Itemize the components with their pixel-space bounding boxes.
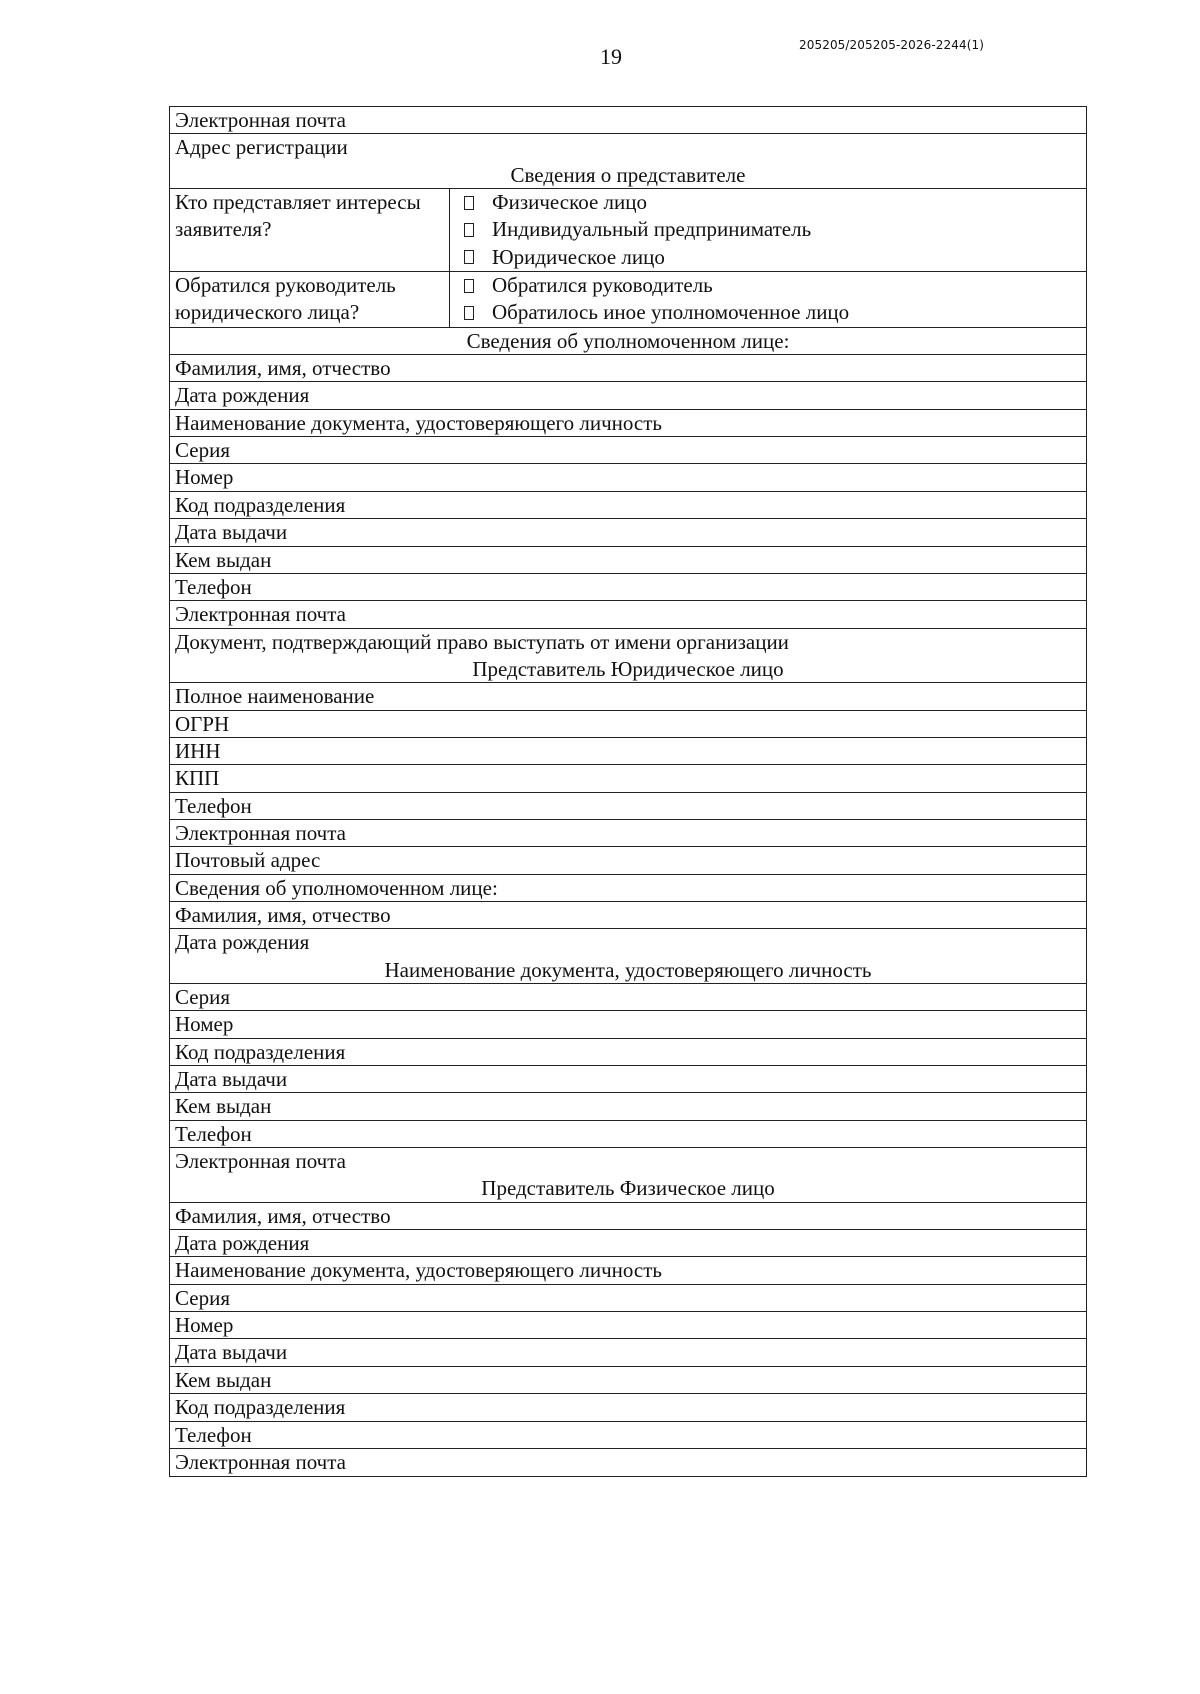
form-row: Фамилия, имя, отчество <box>170 355 1086 382</box>
form-row: Электронная почта <box>175 1449 346 1474</box>
form-row: Электронная почта <box>170 820 1086 847</box>
form-row: Телефон <box>170 793 1086 820</box>
form-row: Кем выдан <box>170 1367 1086 1394</box>
form-row: ИНН <box>170 738 1086 765</box>
checkbox[interactable] <box>464 196 474 210</box>
form-row: Номер <box>170 1011 1086 1038</box>
who-represents-options <box>450 189 1086 271</box>
form-row: Телефон <box>170 1422 1086 1449</box>
form-row: Кем выдан <box>170 547 1086 574</box>
option-label: Физическое лицо <box>492 190 648 215</box>
representative-form-table <box>169 106 1087 1477</box>
section-header-authorized: Сведения об уполномоченном лице: <box>170 328 1086 355</box>
form-row: Адрес регистрации <box>175 135 348 160</box>
form-row: Телефон <box>170 574 1086 601</box>
form-row: Фамилия, имя, отчество <box>170 1203 1086 1230</box>
form-row: Электронная почта <box>175 1149 346 1174</box>
rows-individual <box>170 1203 1086 1476</box>
form-row: Номер <box>170 1312 1086 1339</box>
form-row: Серия <box>170 1285 1086 1312</box>
form-row: Дата выдачи <box>170 1339 1086 1366</box>
checkbox[interactable] <box>464 250 474 264</box>
form-row: Полное наименование <box>170 683 1086 710</box>
form-row: Кем выдан <box>170 1093 1086 1120</box>
rows-legal-entity <box>170 683 1086 956</box>
checkbox[interactable] <box>464 306 474 320</box>
form-row: Дата выдачи <box>170 1066 1086 1093</box>
form-row: Электронная почта <box>170 107 1086 134</box>
option-label: Индивидуальный предприниматель <box>492 217 812 242</box>
form-row: Номер <box>170 464 1086 491</box>
form-row: Наименование документа, удостоверяющего личность <box>170 410 1086 437</box>
form-row: Сведения об уполномоченном лице: <box>170 875 1086 902</box>
form-row: ОГРН <box>170 711 1086 738</box>
form-row: Телефон <box>170 1121 1086 1148</box>
form-row: Почтовый адрес <box>170 847 1086 874</box>
form-row: Фамилия, имя, отчество <box>170 902 1086 929</box>
document-code: 205205/205205-2026-2244(1) <box>799 38 984 52</box>
option-label: Юридическое лицо <box>492 244 665 269</box>
form-row: Серия <box>170 437 1086 464</box>
form-row: Электронная почта <box>170 601 1086 628</box>
page-number: 19 <box>600 44 622 69</box>
section-header-legal-id-document: Наименование документа, удостоверяющего личность <box>170 957 1086 984</box>
section-header-representative: Сведения о представителе <box>170 162 1086 189</box>
checkbox[interactable] <box>464 279 474 293</box>
who-represents-question <box>170 189 1086 272</box>
rows-legal-id <box>170 984 1086 1175</box>
form-row: Код подразделения <box>170 1039 1086 1066</box>
form-row: Дата рождения <box>170 1230 1086 1257</box>
form-row: Дата выдачи <box>170 519 1086 546</box>
option-item[interactable] <box>450 272 1086 299</box>
form-row: Документ, подтверждающий право выступать от имени организации <box>175 629 789 654</box>
form-row: КПП <box>170 765 1086 792</box>
rows-top <box>170 107 1086 162</box>
option-item[interactable] <box>450 216 1086 243</box>
option-item[interactable] <box>450 244 1086 271</box>
option-item[interactable] <box>450 189 1086 216</box>
head-applied-question <box>170 272 1086 328</box>
checkbox[interactable] <box>464 223 474 237</box>
form-row: Код подразделения <box>170 1394 1086 1421</box>
who-represents-label: Кто представляет интересы заявителя? <box>170 189 450 271</box>
form-row: Код подразделения <box>170 492 1086 519</box>
form-row: Дата рождения <box>170 382 1086 409</box>
section-header-legal-entity: Представитель Юридическое лицо <box>170 656 1086 683</box>
section-header-individual: Представитель Физическое лицо <box>170 1175 1086 1202</box>
option-label: Обратилось иное уполномоченное лицо <box>492 300 850 325</box>
form-row: Дата рождения <box>175 930 310 955</box>
head-applied-options <box>450 272 1086 327</box>
form-row: Наименование документа, удостоверяющего личность <box>170 1257 1086 1284</box>
head-applied-label: Обратился руководитель юридического лица? <box>170 272 450 327</box>
rows-authorized <box>170 355 1086 656</box>
form-row: Серия <box>170 984 1086 1011</box>
option-label: Обратился руководитель <box>492 273 713 298</box>
option-item[interactable] <box>450 299 1086 326</box>
